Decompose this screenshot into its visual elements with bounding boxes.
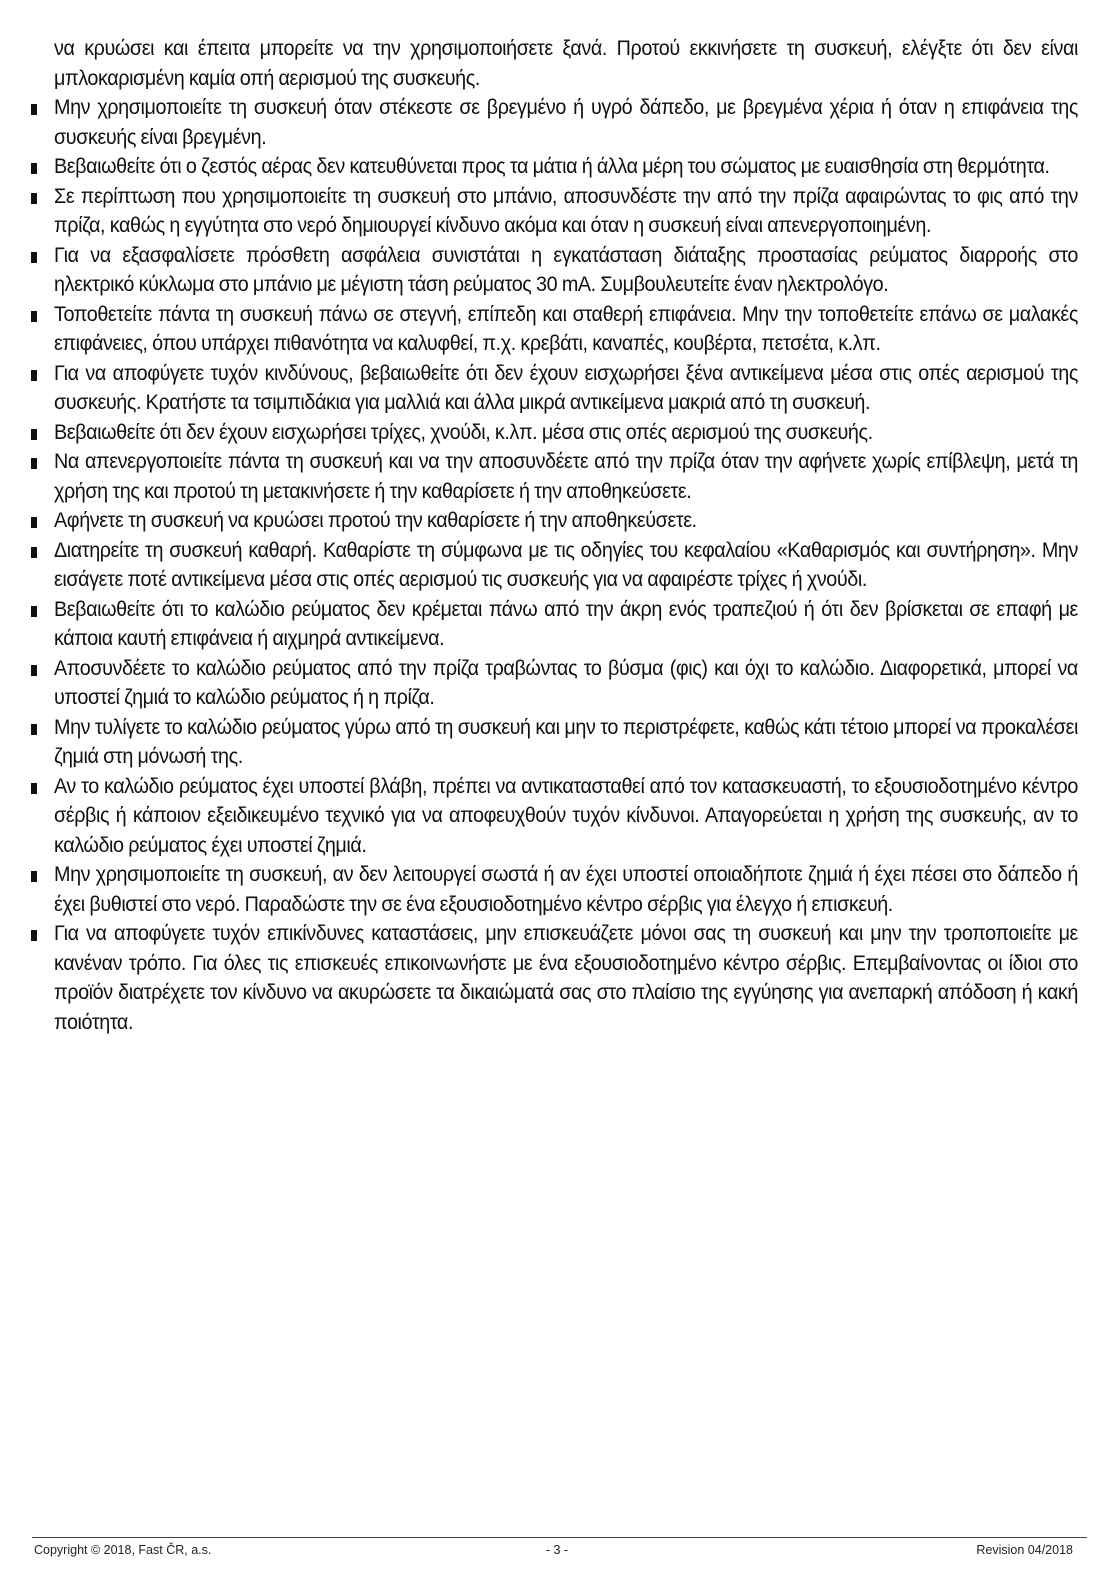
bullet-icon: [31, 517, 37, 528]
list-item: [54, 860, 1078, 919]
list-item-text: Αφήνετε τη συσκευή να κρυώσει προτού την καθαρίσετε ή την αποθηκεύσετε.: [54, 508, 697, 532]
list-item: [54, 152, 1078, 182]
list-item: [54, 536, 1078, 595]
list-item-text: Μην τυλίγετε το καλώδιο ρεύματος γύρω από τη συσκευή και μην το περιστρέφετε, καθώς κάτι τέτοιο μπορεί να προκαλέσει ζημιά στη μόνωσή της.: [54, 714, 1078, 768]
footer-revision: Revision 04/2018: [976, 1543, 1073, 1557]
bullet-icon: [31, 370, 37, 381]
footer-copyright: Copyright © 2018, Fast ČR, a.s.: [34, 1543, 212, 1557]
list-item: [54, 654, 1078, 713]
intro-paragraph: να κρυώσει και έπειτα μπορείτε να την χρησιμοποιήσετε ξανά. Προτού εκκινήσετε τη συσκευή, ελέγξτε ότι δεν είναι μπλοκαρισμένη καμία οπή αερισμού της συσκευής.: [54, 36, 1078, 90]
list-item-text: Τοποθετείτε πάντα τη συσκευή πάνω σε στεγνή, επίπεδη και σταθερή επιφάνεια. Μην την τοποθετείτε επάνω σε μαλακές επιφάνειες, όπου υπάρχει πιθανότητα να καλυφθεί, π.χ. κρεβάτι, καναπές, κουβέρτα, πετσέτα, κ.λπ.: [54, 301, 1078, 355]
list-item: [54, 506, 1078, 536]
list-item-text: Να απενεργοποιείτε πάντα τη συσκευή και να την αποσυνδέετε από την πρίζα όταν την αφήνετε χωρίς επίβλεψη, μετά τη χρήση της και προτού τη μετακινήσετε ή την καθαρίσετε ή την αποθηκεύσετε.: [54, 449, 1078, 503]
list-item-text: Για να αποφύγετε τυχόν επικίνδυνες καταστάσεις, μην επισκευάζετε μόνοι σας τη συσκευή και μην την τροποποιείτε με κανέναν τρόπο. Για όλες τις επισκευές επικοινωνήστε με ένα εξουσιοδοτημένο κέντρο σέρβις. Επεμβαίνοντας οι ίδιοι στο προϊόν διατρέχετε τον κίνδυνο να ακυρώσετε τα δικαιώματά σας στο πλαίσιο της εγγύησης για ανεπαρκή απόδοση ή κακή ποιότητα.: [54, 921, 1078, 1034]
list-item-text: Αποσυνδέετε το καλώδιο ρεύματος από την πρίζα τραβώντας το βύσμα (φις) και όχι το καλώδιο. Διαφορετικά, μπορεί να υποστεί ζημιά το καλώδιο ρεύματος ή η πρίζα.: [54, 655, 1078, 709]
bullet-icon: [31, 193, 37, 204]
bullet-icon: [31, 104, 37, 115]
list-item-text: Βεβαιωθείτε ότι δεν έχουν εισχωρήσει τρίχες, χνούδι, κ.λπ. μέσα στις οπές αερισμού της συσκευής.: [54, 419, 873, 444]
list-item: [54, 919, 1078, 1037]
list-item: [54, 93, 1078, 152]
page-footer: [32, 1543, 1087, 1563]
list-item-text: Για να αποφύγετε τυχόν κινδύνους, βεβαιωθείτε ότι δεν έχουν εισχωρήσει ξένα αντικείμενα μέσα στις οπές αερισμού της συσκευής. Κρατήστε τα τσιμπιδάκια για μαλλιά και άλλα μικρά αντικείμενα μακριά από τη συσκευή.: [54, 360, 1078, 414]
list-item: [54, 447, 1078, 506]
list-item-text: Σε περίπτωση που χρησιμοποιείτε τη συσκευή στο μπάνιο, αποσυνδέστε την από την πρίζα αφαιρώντας το φις από την πρίζα, καθώς η εγγύτητα στο νερό δημιουργεί κίνδυνο ακόμα και όταν η συσκευή είναι απενεργοποιημένη.: [54, 183, 1078, 237]
safety-list: [54, 93, 1078, 1037]
list-item: [54, 300, 1078, 359]
list-item-text: Για να εξασφαλίσετε πρόσθετη ασφάλεια συνιστάται η εγκατάσταση διάταξης προστασίας ρεύματος διαρροής στο ηλεκτρικό κύκλωμα στο μπάνιο με μέγιστη τάση ρεύματος 30 mA. Συμβουλευτείτε έναν ηλεκτρολόγο.: [54, 242, 1078, 296]
bullet-icon: [31, 458, 37, 469]
list-item: [54, 241, 1078, 300]
bullet-icon: [31, 163, 37, 174]
bullet-icon: [31, 429, 37, 440]
list-item: [54, 713, 1078, 772]
list-item: [54, 418, 1078, 448]
bullet-icon: [31, 547, 37, 558]
list-item: [54, 772, 1078, 861]
bullet-icon: [31, 311, 37, 322]
bullet-icon: [31, 665, 37, 676]
list-item-text: Μην χρησιμοποιείτε τη συσκευή, αν δεν λειτουργεί σωστά ή αν έχει υποστεί οποιαδήποτε ζημιά ή έχει πέσει στο δάπεδο ή έχει βυθιστεί στο νερό. Παραδώστε την σε ένα εξουσιοδοτημένο κέντρο σέρβις για έλεγχο ή επισκευή.: [54, 862, 1078, 916]
bullet-icon: [31, 930, 37, 941]
footer-divider: [32, 1537, 1087, 1538]
list-item: [54, 359, 1078, 418]
bullet-icon: [31, 724, 37, 735]
document-page: [54, 34, 1078, 1037]
bullet-icon: [31, 606, 37, 617]
list-item-text: Διατηρείτε τη συσκευή καθαρή. Καθαρίστε τη σύμφωνα με τις οδηγίες του κεφαλαίου «Καθαρισμός και συντήρηση». Μην εισάγετε ποτέ αντικείμενα μέσα στις οπές αερισμού τις συσκευής για να αφαιρέστε τρίχες ή χνούδι.: [54, 537, 1078, 591]
list-item: [54, 595, 1078, 654]
bullet-icon: [31, 871, 37, 882]
list-item: [54, 182, 1078, 241]
list-item-text: Αν το καλώδιο ρεύματος έχει υποστεί βλάβη, πρέπει να αντικατασταθεί από τον κατασκευαστή, το εξουσιοδοτημένο κέντρο σέρβις ή κάποιον εξειδικευμένο τεχνικό για να αποφευχθούν τυχόν κίνδυνοι. Απαγορεύεται η χρήση της συσκευής, αν το καλώδιο ρεύματος έχει υποστεί ζημιά.: [54, 773, 1078, 857]
footer-page-number: - 3 -: [545, 1543, 569, 1557]
list-item-text: Βεβαιωθείτε ότι ο ζεστός αέρας δεν κατευθύνεται προς τα μάτια ή άλλα μέρη του σώματος με ευαισθησία στη θερμότητα.: [54, 154, 1050, 178]
bullet-icon: [31, 783, 37, 794]
bullet-icon: [31, 252, 37, 263]
list-item-text: Μην χρησιμοποιείτε τη συσκευή όταν στέκεστε σε βρεγμένο ή υγρό δάπεδο, με βρεγμένα χέρια ή όταν η επιφάνεια της συσκευής είναι βρεγμένη.: [54, 95, 1078, 149]
list-item-text: Βεβαιωθείτε ότι το καλώδιο ρεύματος δεν κρέμεται πάνω από την άκρη ενός τραπεζιού ή ότι δεν βρίσκεται σε επαφή με κάποια καυτή επιφάνεια ή αιχμηρά αντικείμενα.: [54, 596, 1078, 650]
